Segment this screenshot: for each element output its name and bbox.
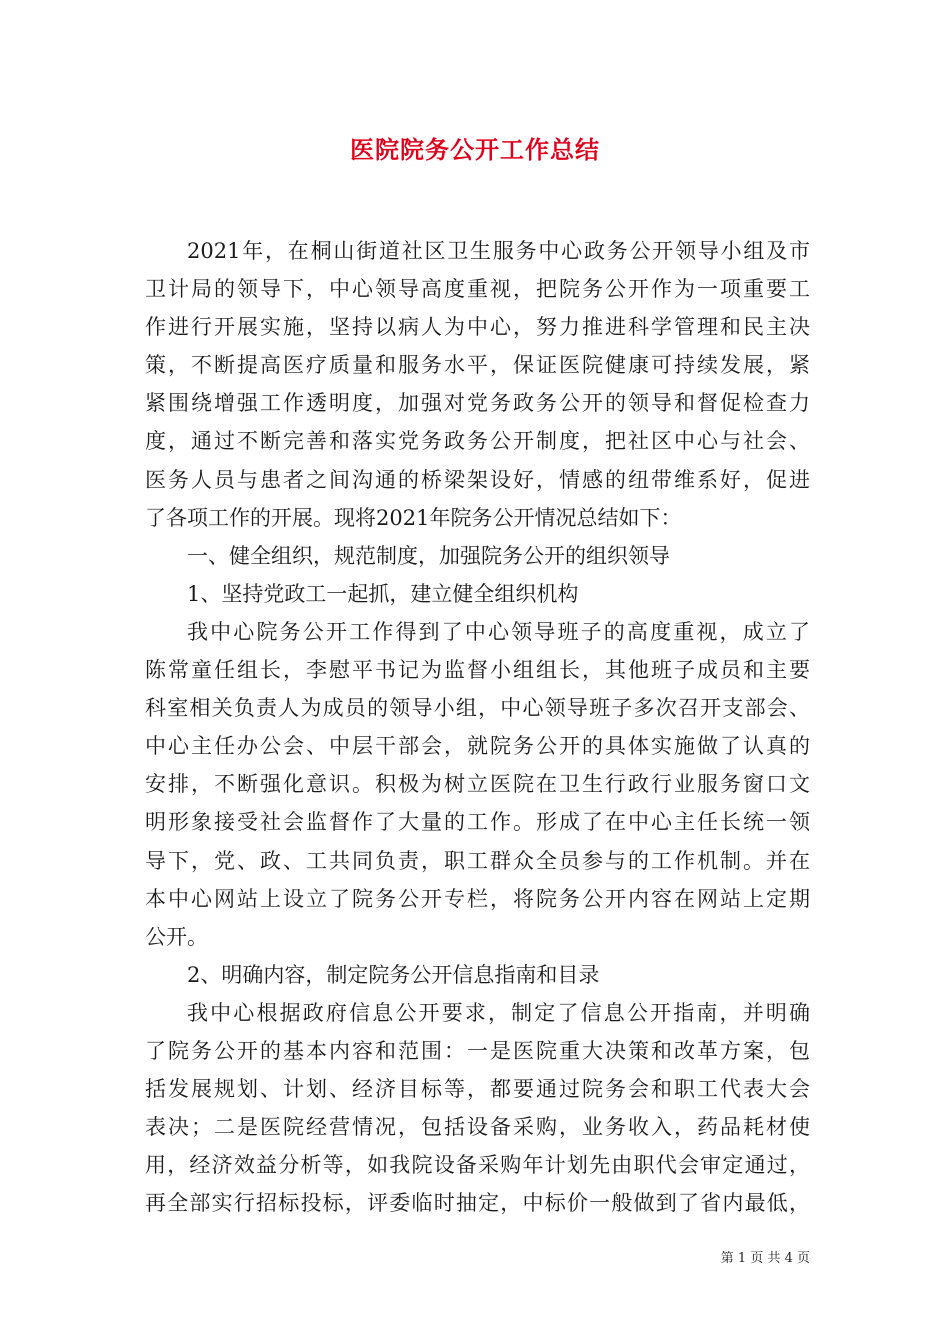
paragraph-line: 2021年，在桐山街道社区卫生服务中心政务公开领导小组及市 [187,239,810,263]
document-body [145,232,810,1222]
paragraph-line: 一、健全组织，规范制度，加强院务公开的组织领导 [187,543,670,568]
paragraph-line: 度，通过不断完善和落实党务政务公开制度，把社区中心与社会、 [145,429,810,454]
paragraph-line: 我中心根据政府信息公开要求，制定了信息公开指南，并明确 [187,1000,810,1025]
document-title: 医院院务公开工作总结 [350,135,600,164]
paragraph-line: 策，不断提高医疗质量和服务水平，保证医院健康可持续发展，紧 [145,353,810,378]
paragraph-line: 导下，党、政、工共同负责，职工群众全员参与的工作机制。并在 [145,848,810,873]
paragraph-line: 用，经济效益分析等，如我院设备采购年计划先由职代会审定通过， [145,1153,810,1178]
paragraph-line: 了院务公开的基本内容和范围：一是医院重大决策和改革方案，包 [145,1038,810,1063]
page-number: 第 1 页 共 4 页 [720,1251,810,1266]
paragraph-line: 陈常童任组长，李慰平书记为监督小组组长，其他班子成员和主要 [145,658,810,683]
paragraph-line: 中心主任办公会、中层干部会，就院务公开的具体实施做了认真的 [145,734,810,759]
paragraph-line: 明形象接受社会监督作了大量的工作。形成了在中心主任长统一领 [145,810,810,835]
paragraph-line: 本中心网站上设立了院务公开专栏，将院务公开内容在网站上定期 [145,886,810,911]
paragraph-line: 医务人员与患者之间沟通的桥梁架设好，情感的纽带维系好，促进 [145,467,810,492]
paragraph-line: 表决；二是医院经营情况，包括设备采购，业务收入，药品耗材使 [145,1115,810,1140]
paragraph-line: 1、坚持党政工一起抓，建立健全组织机构 [187,581,579,606]
paragraph-line: 紧围绕增强工作透明度，加强对党务政务公开的领导和督促检查力 [145,391,810,416]
paragraph-line: 科室相关负责人为成员的领导小组，中心领导班子多次召开支部会、 [145,696,810,721]
paragraph-line: 公开。 [145,924,208,949]
paragraph-line: 卫计局的领导下，中心领导高度重视，把院务公开作为一项重要工 [145,277,810,302]
paragraph-line: 安排，不断强化意识。积极为树立医院在卫生行政行业服务窗口文 [145,772,810,797]
paragraph-line: 2、明确内容，制定院务公开信息指南和目录 [187,962,600,987]
paragraph-line: 了各项工作的开展。现将2021年院务公开情况总结如下： [145,505,682,530]
paragraph-line: 括发展规划、计划、经济目标等，都要通过院务会和职工代表大会 [145,1077,810,1102]
paragraph-line: 再全部实行招标投标，评委临时抽定，中标价一般做到了省内最低， [145,1191,810,1216]
paragraph-line: 作进行开展实施，坚持以病人为中心，努力推进科学管理和民主决 [145,315,810,340]
paragraph-line: 我中心院务公开工作得到了中心领导班子的高度重视，成立了 [187,619,810,644]
